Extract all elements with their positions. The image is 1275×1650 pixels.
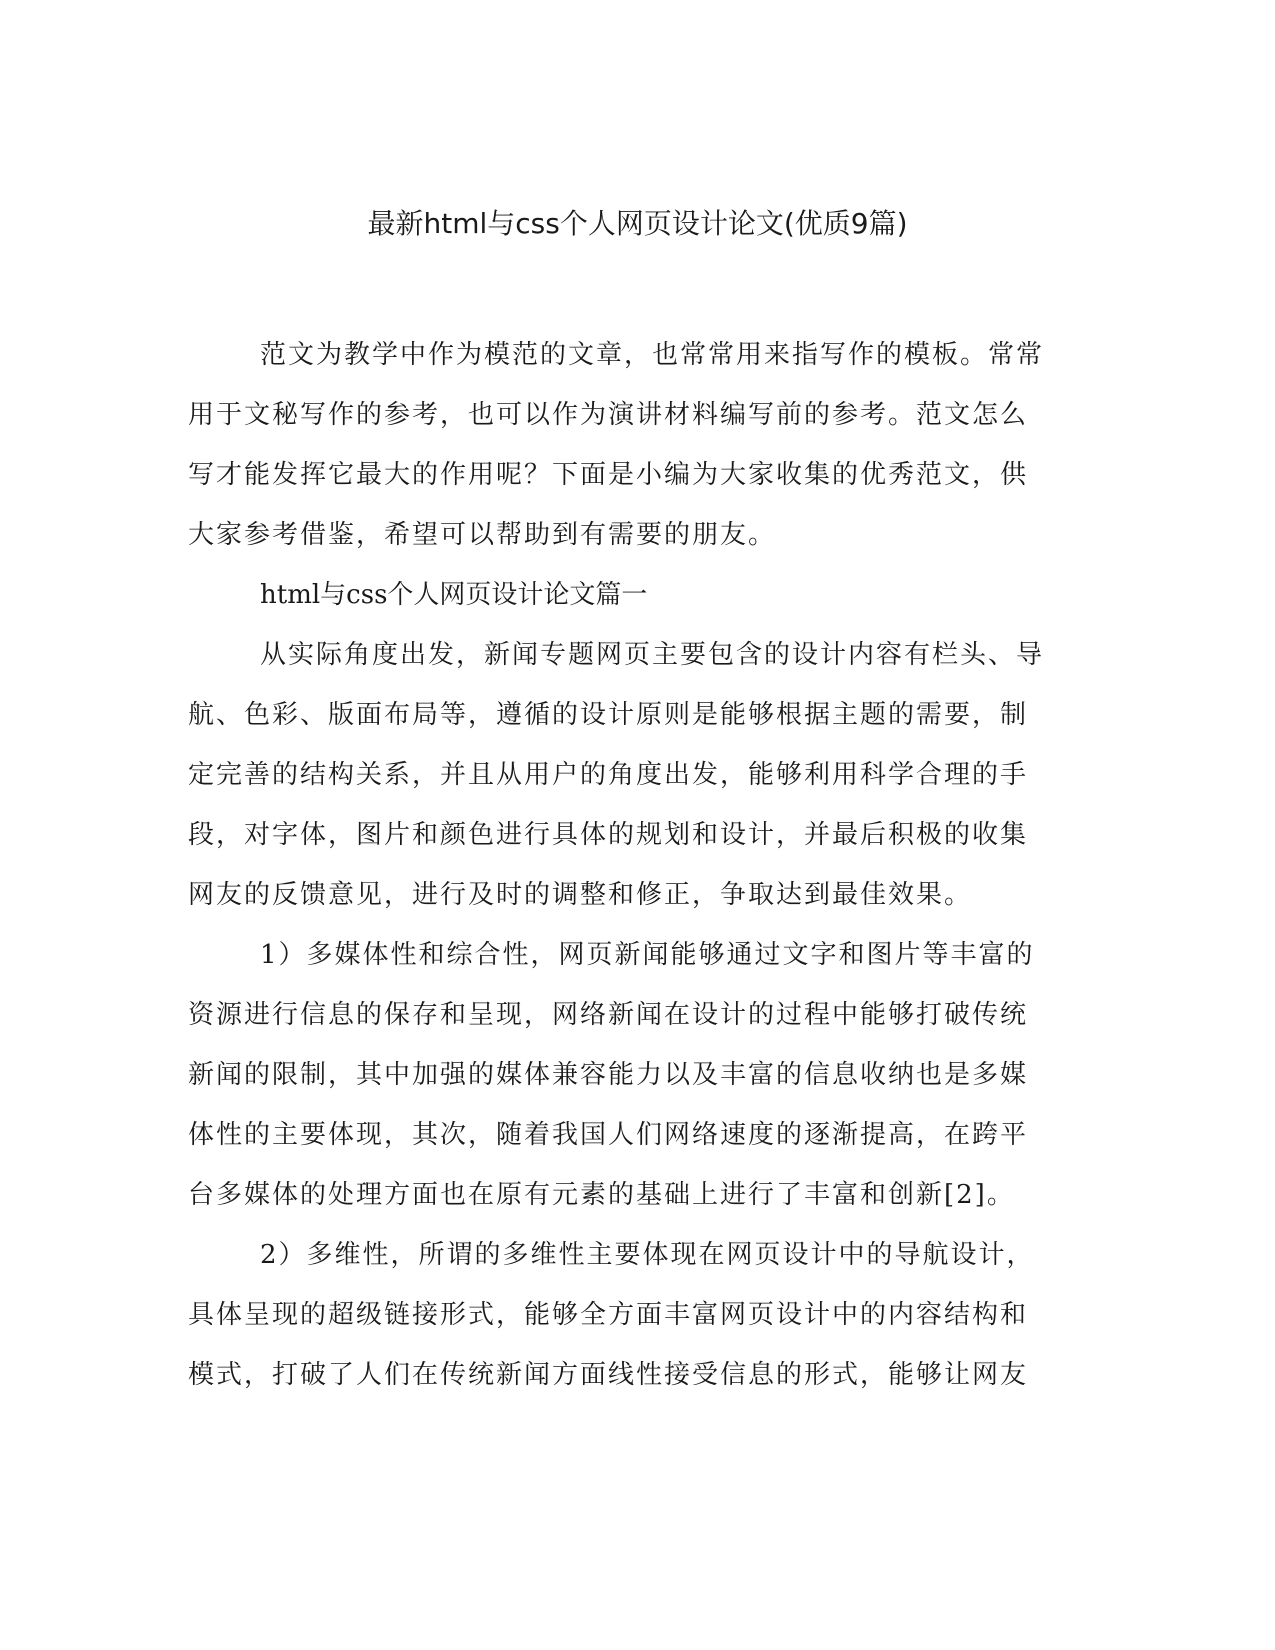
paragraph-line: 大家参考借鉴，希望可以帮助到有需要的朋友。 xyxy=(188,520,777,550)
paragraph-line: 2）多维性，所谓的多维性主要体现在网页设计中的导航设计， xyxy=(260,1240,1035,1270)
paragraph-line: 写才能发挥它最大的作用呢？下面是小编为大家收集的优秀范文，供 xyxy=(188,460,1029,490)
body-paragraph xyxy=(188,925,1088,1225)
document-body xyxy=(188,325,1088,1405)
paragraph-line: 用于文秘写作的参考，也可以作为演讲材料编写前的参考。范文怎么 xyxy=(188,400,1029,430)
paragraph-line: 1）多媒体性和综合性，网页新闻能够通过文字和图片等丰富的 xyxy=(260,940,1035,970)
document-title: 最新html与css个人网页设计论文(优质9篇) xyxy=(367,207,908,240)
paragraph-line: 定完善的结构关系，并且从用户的角度出发，能够利用科学合理的手 xyxy=(188,760,1029,790)
paragraph-line: 台多媒体的处理方面也在原有元素的基础上进行了丰富和创新[2]。 xyxy=(188,1180,1015,1210)
paragraph-line: 从实际角度出发，新闻专题网页主要包含的设计内容有栏头、导 xyxy=(260,640,1045,670)
body-paragraph xyxy=(188,625,1088,925)
paragraph-line: 段，对字体，图片和颜色进行具体的规划和设计，并最后积极的收集 xyxy=(188,820,1029,850)
section-heading-text: html与css个人网页设计论文篇一 xyxy=(260,580,648,610)
section-heading xyxy=(188,565,1088,625)
paragraph-line: 新闻的限制，其中加强的媒体兼容能力以及丰富的信息收纳也是多媒 xyxy=(188,1060,1029,1090)
paragraph-line: 航、色彩、版面布局等，遵循的设计原则是能够根据主题的需要，制 xyxy=(188,700,1029,730)
paragraph-line: 具体呈现的超级链接形式，能够全方面丰富网页设计中的内容结构和 xyxy=(188,1300,1029,1330)
paragraph-line: 体性的主要体现，其次，随着我国人们网络速度的逐渐提高，在跨平 xyxy=(188,1120,1029,1150)
intro-paragraph xyxy=(188,325,1088,565)
body-paragraph xyxy=(188,1225,1088,1405)
paragraph-line: 网友的反馈意见，进行及时的调整和修正，争取达到最佳效果。 xyxy=(188,880,973,910)
paragraph-line: 范文为教学中作为模范的文章，也常常用来指写作的模板。常常 xyxy=(260,340,1045,370)
paragraph-line: 模式，打破了人们在传统新闻方面线性接受信息的形式，能够让网友 xyxy=(188,1360,1029,1390)
paragraph-line: 资源进行信息的保存和呈现，网络新闻在设计的过程中能够打破传统 xyxy=(188,1000,1029,1030)
